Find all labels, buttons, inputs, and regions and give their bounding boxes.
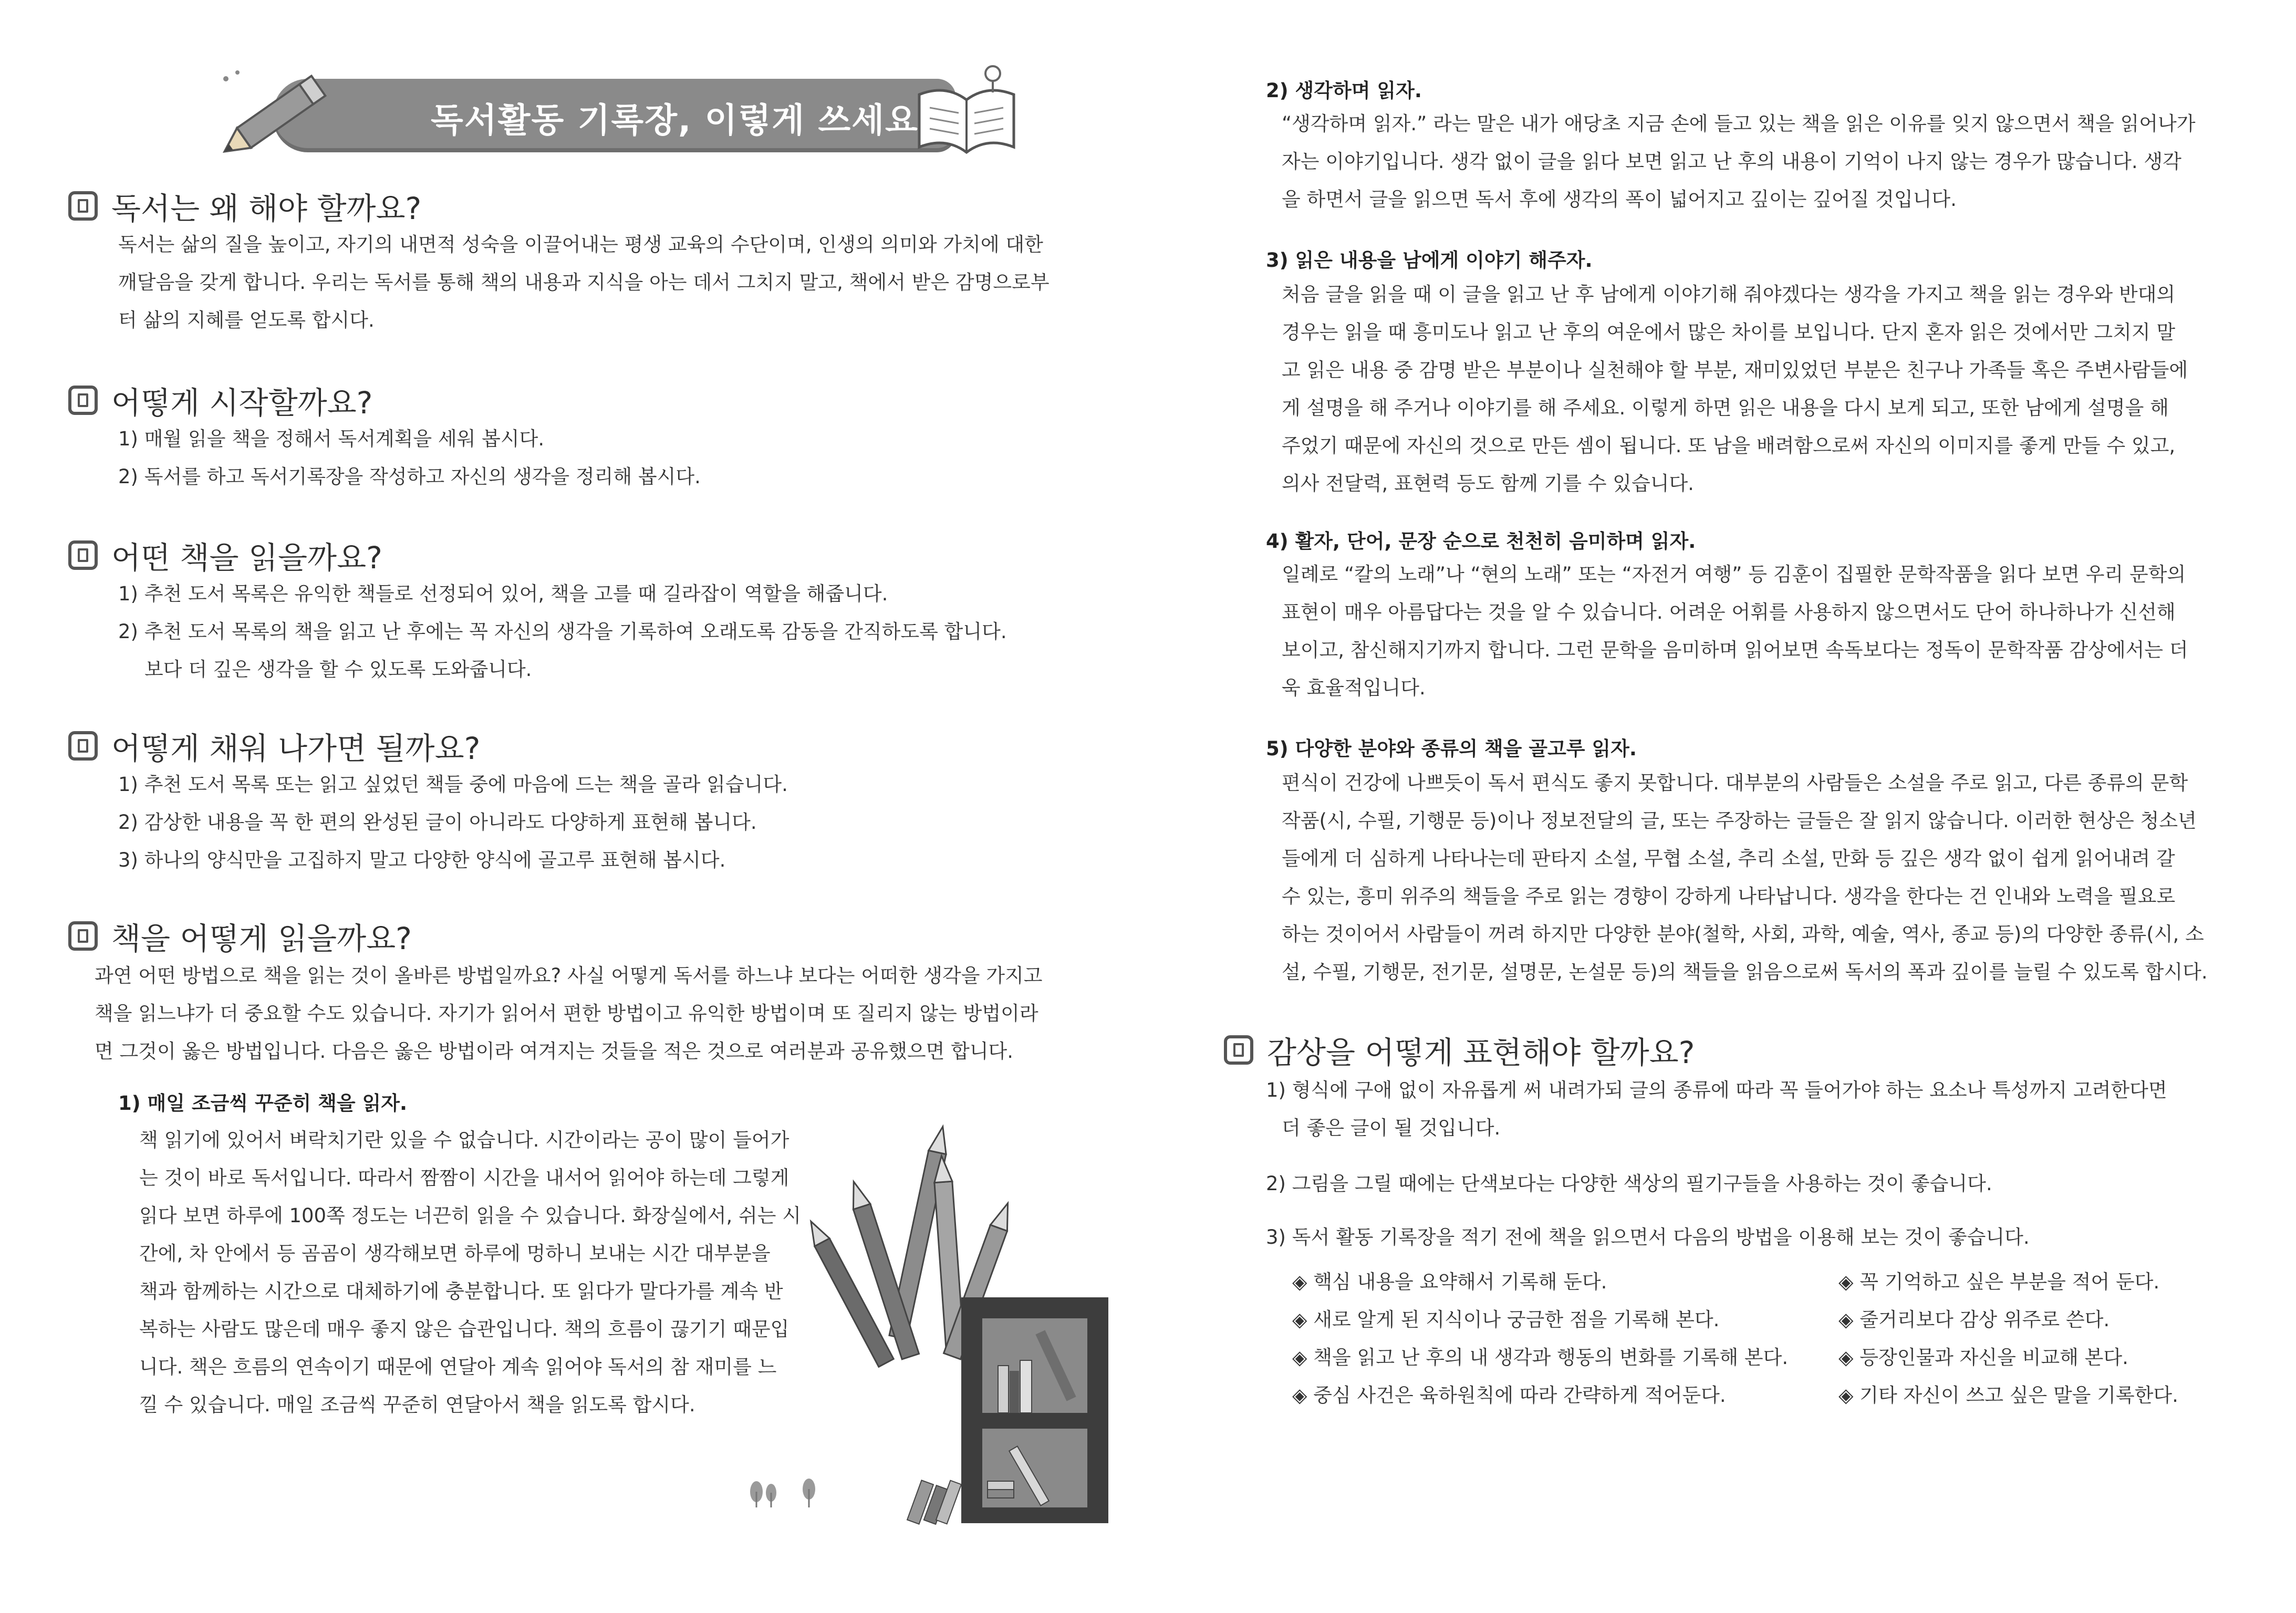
section-body-how-fill: 1) 추천 도서 목록 또는 읽고 싶었던 책들 중에 마음에 드는 책을 골라 읽습니다. 2) 감상한 내용을 꼭 한 편의 완성된 글이 아니라도 다양하게 표현해 봅니다. 3) 하나의 양식만을 고집하지 말고 다양한 양식에 골고루 표현해 봅시다.	[118, 773, 788, 871]
subheading-savor: 4) 활자, 단어, 문장 순으로 천천히 음미하며 읽자.	[1266, 530, 1696, 553]
notebook-icon	[68, 731, 98, 761]
open-book-icon	[909, 58, 1024, 163]
section-heading-how-start	[68, 378, 372, 422]
section-title: 어떤 책을 읽을까요?	[111, 540, 382, 576]
section-title: 어떻게 채워 나가면 될까요?	[111, 731, 481, 766]
section-title: 어떻게 시작할까요?	[111, 385, 373, 421]
notebook-icon	[68, 386, 98, 415]
section-heading-why-read	[68, 184, 421, 228]
list-item: ◈ 핵심 내용을 요약해서 기록해 둔다.	[1292, 1271, 1607, 1293]
express-item-3: 3) 독서 활동 기록장을 적기 전에 책을 읽으면서 다음의 방법을 이용해 보는 것이 좋습니다.	[1266, 1226, 2030, 1248]
express-item-2: 2) 그림을 그릴 때에는 단색보다는 다양한 색상의 필기구들을 사용하는 것이 좋습니다.	[1266, 1172, 1992, 1195]
subheading-read-daily: 1) 매일 조금씩 꾸준히 책을 읽자.	[118, 1092, 408, 1115]
express-item-1: 1) 형식에 구애 없이 자유롭게 써 내려가되 글의 종류에 따라 꼭 들어가야 하는 요소나 특성까지 고려한다면 더 좋은 글이 될 것입니다.	[1266, 1079, 2167, 1139]
subheading-variety: 5) 다양한 분야와 종류의 책을 골고루 읽자.	[1266, 737, 1637, 760]
list-item: ◈ 책을 읽고 난 후의 내 생각과 행동의 변화를 기록해 본다.	[1292, 1346, 1789, 1369]
list-item: ◈ 기타 자신이 쓰고 싶은 말을 기록한다.	[1838, 1384, 2178, 1407]
list-item: ◈ 줄거리보다 감상 위주로 쓴다.	[1838, 1308, 2110, 1331]
section-title: 감상을 어떻게 표현해야 할까요?	[1267, 1035, 1695, 1070]
bookshelf-pencils-illustration	[741, 1119, 1119, 1528]
body-tell-others: 처음 글을 읽을 때 이 글을 읽고 난 후 남에게 이야기해 줘야겠다는 생각을 가지고 책을 읽는 경우와 반대의 경우는 읽을 때 흥미도나 읽고 난 후의 여운에서 많은 차이를 보입니다. 단지 혼자 읽은 것에서만 그치지 말 고 읽은 내용 중 감명 받은 부분이나 실천해야 할 부분, 재미있었던 부분은 친구나 가족들 혹은 주변사람들에 게 설명을 해 주거나 이야기를 해 주세요. 이렇게 하면 읽은 내용을 다시 보게 되고, 또한 남에게 설명을 해 주었기 때문에 자신의 것으로 만든 셈이 됩니다. 또 남을 배려함으로써 자신의 이미지를 좋게 만들 수 있고, 의사 전달력, 표현력 등도 함께 기를 수 있습니다.	[1282, 283, 2188, 495]
body-read-daily: 책 읽기에 있어서 벼락치기란 있을 수 없습니다. 시간이라는 공이 많이 들어가 는 것이 바로 독서입니다. 따라서 짬짬이 시간을 내서어 읽어야 하는데 그렇게 읽다 보면 하루에 100쪽 정도는 너끈히 읽을 수 있습니다. 화장실에서, 쉬는 시 간에, 차 안에서 등 곰곰이 생각해보면 하루에 멍하니 보내는 시간 대부분을 책과 함께하는 시간으로 대체하기에 충분합니다. 또 읽다가 말다가를 계속 반 복하는 사람도 많은데 매우 좋지 않은 습관입니다. 책의 흐름이 끊기기 때문입 니다. 책은 흐름의 연속이기 때문에 연달아 계속 읽어야 독서의 참 재미를 느 낄 수 있습니다. 매일 조금씩 꾸준히 연달아서 책을 읽도록 합시다.	[139, 1129, 802, 1416]
body-variety: 편식이 건강에 나쁘듯이 독서 편식도 좋지 못합니다. 대부분의 사람들은 소설을 주로 읽고, 다른 종류의 문학 작품(시, 수필, 기행문 등)이나 정보전달의 글, 또는 주장하는 글들은 잘 읽지 않습니다. 이러한 현상은 청소년 들에게 더 심하게 나타나는데 판타지 소설, 무협 소설, 추리 소설, 만화 등 깊은 생각 없이 쉽게 읽어내려 갈 수 있는, 흥미 위주의 책들을 주로 읽는 경향이 강하게 나타납니다. 생각을 한다는 건 인내와 노력을 필요로 하는 것이어서 사람들이 꺼려 하지만 다양한 분야(철학, 사회, 과학, 예술, 역사, 종교 등)의 다양한 종류(시, 소 설, 수필, 기행문, 전기문, 설명문, 논설문 등)의 책들을 읽음으로써 독서의 폭과 깊이를 늘릴 수 있도록 합시다.	[1282, 772, 2208, 983]
section-heading-express	[1224, 1028, 1695, 1072]
notebook-icon	[68, 921, 98, 951]
pencil-icon	[205, 63, 341, 168]
list-item: ◈ 중심 사건은 육하원칙에 따라 간략하게 적어둔다.	[1292, 1384, 1726, 1407]
body-savor: 일례로 “칼의 노래”나 “현의 노래” 또는 “자전거 여행” 등 김훈이 집필한 문학작품을 읽다 보면 우리 문학의 표현이 매우 아름답다는 것을 알 수 있습니다. 어려운 어휘를 사용하지 않으면서도 단어 하나하나가 신선해 보이고, 참신해지기까지 합니다. 그런 문학을 음미하며 읽어보면 속독보다는 정독이 문학작품 감상에서는 더 욱 효율적입니다.	[1282, 563, 2188, 699]
section-body-how-read: 과연 어떤 방법으로 책을 읽는 것이 올바른 방법일까요? 사실 어떻게 독서를 하느냐 보다는 어떠한 생각을 가지고 책을 읽느냐가 더 중요할 수도 있습니다. 자기가 읽어서 편한 방법이고 유익한 방법이며 또 질리지 않는 방법이라 면 그것이 옳은 방법입니다. 다음은 옳은 방법이라 여겨지는 것들을 적은 것으로 여러분과 공유했으면 합니다.	[95, 964, 1043, 1063]
section-heading-how-read	[68, 914, 412, 958]
section-title: 독서는 왜 해야 할까요?	[111, 191, 422, 226]
body-think-read: “생각하며 읽자.” 라는 말은 내가 애당초 지금 손에 들고 있는 책을 읽은 이유를 잊지 않으면서 책을 읽어나가 자는 이야기입니다. 생각 없이 글을 읽다 보면 읽고 난 후의 내용이 기억이 나지 않는 경우가 많습니다. 생각 을 하면서 글을 읽으면 독서 후에 생각의 폭이 넓어지고 깊이는 깊어질 것입니다.	[1282, 112, 2196, 211]
subheading-think-read: 2) 생각하며 읽자.	[1266, 79, 1422, 102]
list-item: ◈ 새로 알게 된 지식이나 궁금한 점을 기록해 본다.	[1292, 1308, 1720, 1331]
notebook-icon	[68, 540, 98, 570]
title-banner	[273, 79, 956, 148]
section-title: 책을 어떻게 읽을까요?	[111, 921, 412, 956]
section-body-why-read: 독서는 삶의 질을 높이고, 자기의 내면적 성숙을 이끌어내는 평생 교육의 수단이며, 인생의 의미와 가치에 대한 깨달음을 갖게 합니다. 우리는 독서를 통해 책의 내용과 지식을 아는 데서 그치지 말고, 책에서 받은 감명으로부 터 삶의 지혜를 얻도록 합시다.	[118, 233, 1050, 331]
tips-right-list	[1838, 1263, 2178, 1414]
notebook-icon	[1224, 1035, 1253, 1065]
section-heading-how-fill	[68, 724, 480, 768]
notebook-icon	[68, 191, 98, 221]
list-item: ◈ 꼭 기억하고 싶은 부분을 적어 둔다.	[1838, 1271, 2160, 1293]
section-body-how-start: 1) 매월 읽을 책을 정해서 독서계획을 세워 봅시다. 2) 독서를 하고 독서기록장을 작성하고 자신의 생각을 정리해 봅시다.	[118, 428, 701, 488]
subheading-tell-others: 3) 읽은 내용을 남에게 이야기 해주자.	[1266, 249, 1593, 272]
tips-left-list	[1292, 1263, 1788, 1414]
section-heading-which-book	[68, 533, 382, 577]
section-body-which-book: 1) 추천 도서 목록은 유익한 책들로 선정되어 있어, 책을 고를 때 길라잡이 역할을 해줍니다. 2) 추천 도서 목록의 책을 읽고 난 후에는 꼭 자신의 생각을 기록하여 오래도록 감동을 간직하도록 합니다. 보다 더 깊은 생각을 할 수 있도록 도와줍니다.	[118, 582, 1007, 681]
list-item: ◈ 등장인물과 자신을 비교해 본다.	[1838, 1346, 2128, 1369]
banner-title: 독서활동 기록장, 이렇게 쓰세요	[431, 101, 919, 140]
